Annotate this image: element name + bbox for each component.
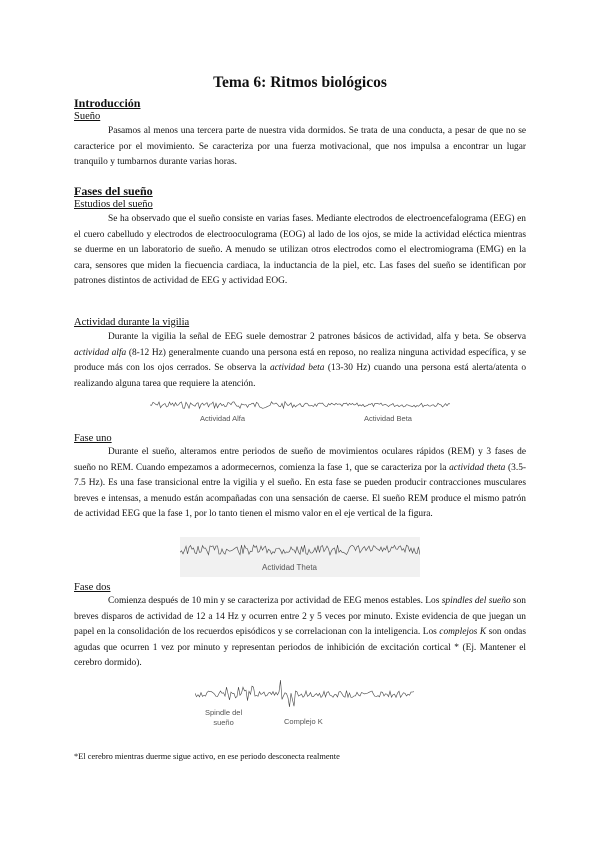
fase-dos-text-1: Comienza después de 10 min y se caracteriza por actividad de EEG menos estables. Los bbox=[108, 596, 442, 606]
label-actividad-alfa: Actividad Alfa bbox=[200, 414, 246, 423]
paragraph-intro-text: Pasamos al menos una tercera parte de nuestra vida dormidos. Se trata de una conducta, a pesar de que no se caracterice por el movimiento. Se caracteriza por una fuerza motivacional, que nos impulsa a encontrar un lugar tranquilo y tumbarnos durante varias horas. bbox=[74, 126, 526, 167]
paragraph-fase-dos bbox=[74, 594, 526, 672]
subheading-sueno: Sueño bbox=[74, 111, 101, 122]
vigilia-text-1: Durante la vigilia la señal de EEG suele demostrar 2 patrones básicos de actividad, alfa y beta. Se observa bbox=[108, 332, 526, 342]
label-spindle-line-2: sueño bbox=[213, 718, 234, 727]
eeg-spindle-k-figure bbox=[195, 678, 415, 710]
label-complejo-k: Complejo K bbox=[284, 717, 323, 726]
footnote: *El cerebro mientras duerme sigue activo, en ese periodo desconecta realmente bbox=[74, 752, 340, 761]
subheading-estudios: Estudios del sueño bbox=[74, 199, 153, 210]
vigilia-text-3: (13-30 Hz) cuando una persona está alerta/atenta o realizando alguna tarea que requiere la atención. bbox=[74, 363, 527, 389]
fase-uno-text-2: (3.5-7.5 Hz). Es una fase transicional entre la vigilia y el sueño. En esta fase se pueden producir contracciones musculares breves e intensas, a menudo están acompañadas con una sensación de caerse. El sueño REM produce el mismo patrón de actividad EEG que la fase 1, por lo tanto tienen el mismo valor en el eje vertical de la figura. bbox=[74, 462, 527, 519]
fase-uno-text-1: Durante el sueño, alteramos entre periodos de sueño de movimientos oculares rápidos (REM) y 3 fases de sueño no REM. Cuando empezamos a adormecernos, comienza la fase 1, que se caracteriza por la bbox=[74, 447, 526, 473]
paragraph-estudios-text: Se ha observado que el sueño consiste en varias fases. Mediante electrodos de electroencefalograma (EEG) en el cuero cabelludo y electrodos de electrooculograma (EOG) al lado de los ojos, se mide la actividad eléctica mientras se duerme en un laboratorio de sueño. A menudo se utilizan otros electrodos como el electromiograma (EMG) en la cara, sensores que miden la fiecuencia cardiaca, la inductancia de la piel, etc. Las fases del sueño se identifican por patrones distintos de actividad de EEG y actividad EOG. bbox=[74, 214, 526, 286]
paragraph-fase-uno bbox=[74, 445, 526, 523]
label-spindle-line-1: Spindle del bbox=[205, 708, 243, 717]
term-complejos-k: complejos K bbox=[439, 627, 487, 637]
subheading-fase-uno: Fase uno bbox=[74, 433, 112, 444]
label-actividad-theta: Actividad Theta bbox=[262, 563, 317, 572]
eeg-alpha-beta-figure bbox=[150, 394, 450, 416]
heading-fases-del-sueno: Fases del sueño bbox=[74, 184, 153, 198]
label-spindle-del-sueno bbox=[205, 708, 242, 728]
fase-dos-text-3: son ondas agudas que ocurren 1 vez por minuto y representan periodos de inhibición de excitación cortical * (Ej. Mantener el cerebro dormido). bbox=[74, 627, 526, 668]
term-actividad-alfa: actividad alfa bbox=[74, 347, 127, 358]
eeg-alpha-beta-trace bbox=[150, 394, 450, 416]
vigilia-text-2: (8-12 Hz) generalmente cuando una persona está en reposo, no realiza ninguna actividad específica, y se produce más con los ojos cerrados. Se observa la bbox=[74, 347, 526, 373]
term-spindles-del-sueno: spindles del sueño bbox=[441, 596, 511, 606]
subheading-fase-dos: Fase dos bbox=[74, 582, 111, 593]
term-actividad-theta: actividad theta bbox=[449, 462, 506, 473]
subheading-vigilia: Actividad durante la vigilia bbox=[74, 317, 190, 328]
eeg-spindle-k-trace bbox=[195, 678, 415, 710]
eeg-theta-trace bbox=[180, 537, 420, 563]
label-actividad-beta: Actividad Beta bbox=[364, 414, 412, 423]
heading-introduccion: Introducción bbox=[74, 96, 141, 110]
paragraph-intro bbox=[74, 124, 526, 171]
term-actividad-beta: actividad beta bbox=[269, 363, 325, 373]
paragraph-estudios bbox=[74, 212, 526, 290]
page-title: Tema 6: Ritmos biológicos bbox=[213, 74, 387, 91]
paragraph-vigilia bbox=[74, 330, 526, 392]
fase-dos-text-2: son breves disparos de actividad de 12 a 14 Hz y ocurren entre 2 y 5 veces por minuto. Existe evidencia de que juegan un papel en la consolidación de los recuerdos episódicos y se correlacionan con la inteligencia. Los bbox=[74, 596, 526, 637]
